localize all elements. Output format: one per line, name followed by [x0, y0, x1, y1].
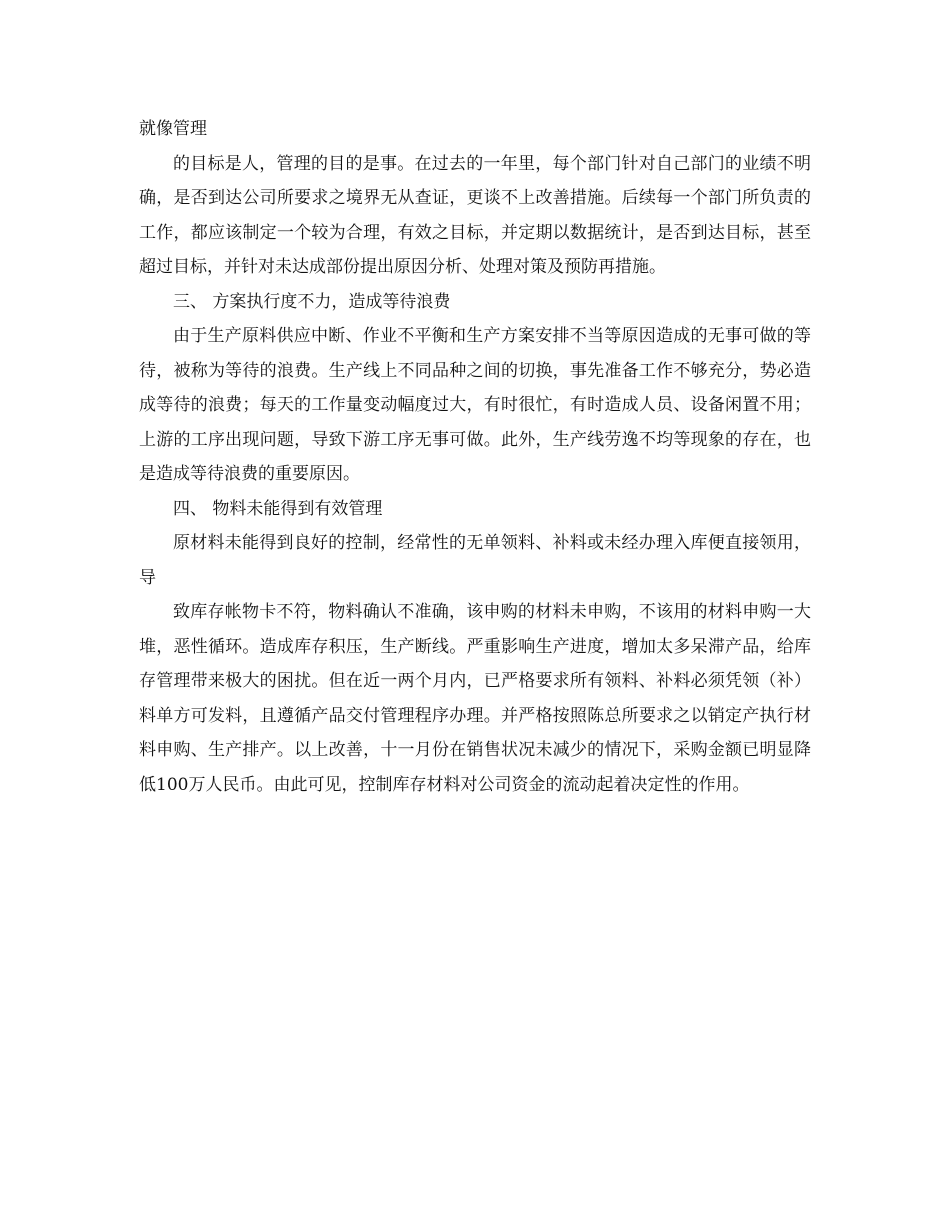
paragraph-intro-fragment: 就像管理	[139, 119, 207, 139]
paragraph-inventory-impact: 致库存帐物卡不符，物料确认不准确，该申购的材料未申购，不该用的材料申购一大堆，恶性循环。造成库存积压，生产断线。严重影响生产进度，增加太多呆滞产品，给库存管理带来极大的困扰。但在近一两个月内，已严格要求所有领料、补料必须凭领（补）料单方可发料，且遵循产品交付管理程序办理。并严格按照陈总所要求之以销定产执行材料申购、生产排产。以上改善，十一月份在销售状况未减少的情况下，采购金额已明显降低100万人民币。由此可见，控制库存材料对公司资金的流动起着决定性的作用。	[139, 602, 811, 795]
document-body	[139, 112, 811, 802]
paragraph-management-goals: 的目标是人，管理的目的是事。在过去的一年里，每个部门针对自己部门的业绩不明确，是否到达公司所要求之境界无从查证，更谈不上改善措施。后续每一个部门所负责的工作，都应该制定一个较为合理，有效之目标，并定期以数据统计，是否到达目标，甚至超过目标，并针对未达成部份提出原因分析、处理对策及预防再措施。	[139, 153, 811, 277]
paragraph-material-control: 原材料未能得到良好的控制，经常性的无单领料、补料或未经办理入库便直接领用，导	[139, 533, 811, 588]
section-heading-4: 四、 物料未能得到有效管理	[173, 498, 383, 519]
paragraph-waiting-waste: 由于生产原料供应中断、作业不平衡和生产方案安排不当等原因造成的无事可做的等待，被称为等待的浪费。生产线上不同品种之间的切换，事先准备工作不够充分，势必造成等待的浪费；每天的工作量变动幅度过大，有时很忙，有时造成人员、设备闲置不用；上游的工序出现问题，导致下游工序无事可做。此外，生产线劳逸不均等现象的存在，也是造成等待浪费的重要原因。	[139, 326, 811, 484]
section-heading-3: 三、 方案执行度不力，造成等待浪费	[173, 291, 451, 312]
